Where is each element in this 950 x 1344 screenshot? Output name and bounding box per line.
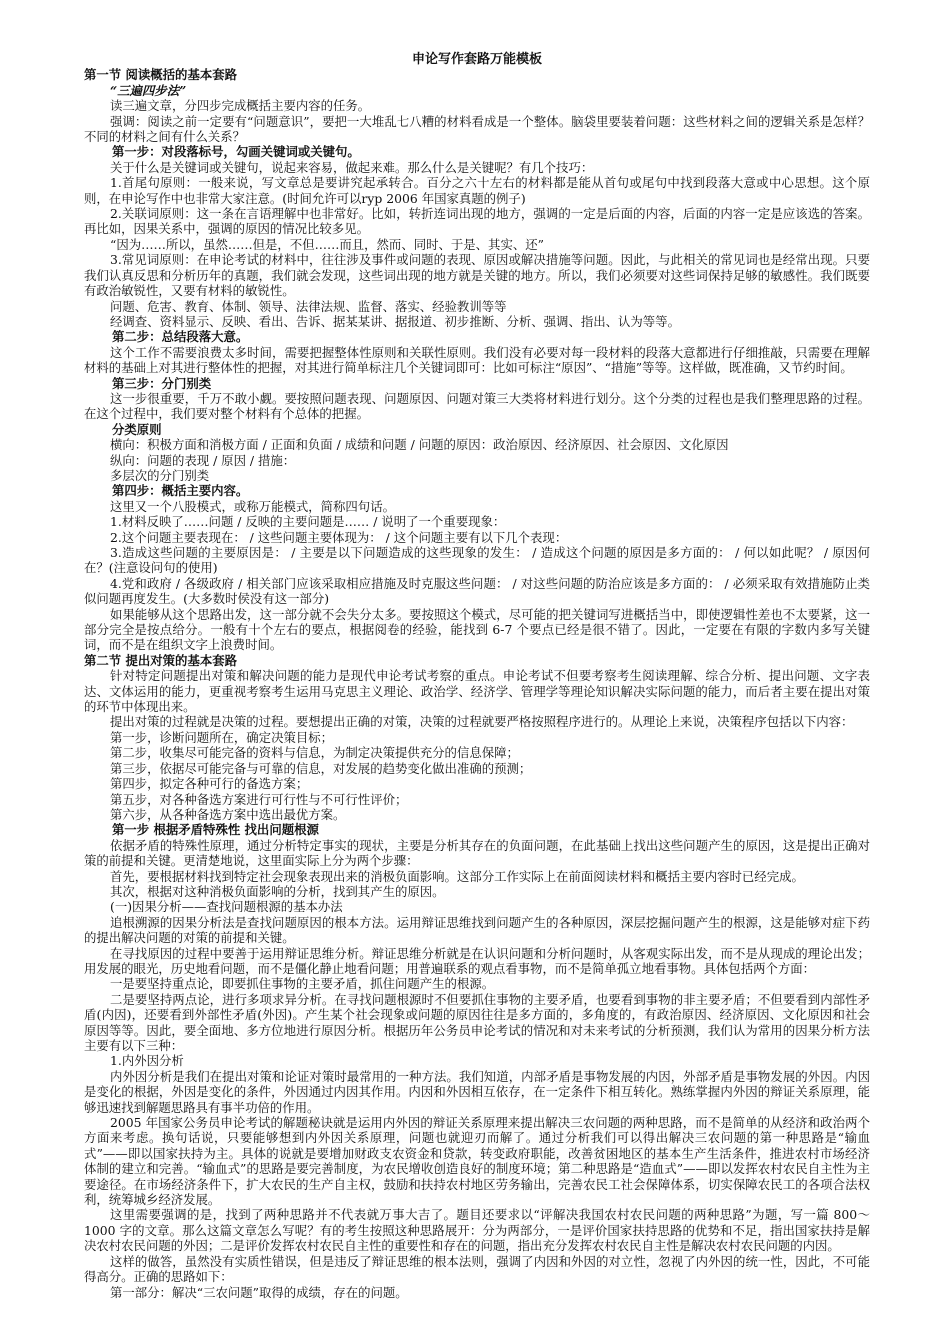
body-paragraph: 内外因分析是我们在提出对策和论证对策时最常用的一种方法。我们知道，内部矛盾是事物发展的内因，外部矛盾是事物发展的外因。内因是变化的根据，外因是变化的条件，外因通过内因其作用。内因和外因相互依存，在一定条件下相互转化。熟练掌握内外因的辩证关系原理，能够迅速找到解题思路具有事半功倍的作用。 [84,1068,870,1115]
body-paragraph: 其次，根据对这种消极负面影响的分析，找到其产生的原因。 [110,883,445,899]
step-heading: 第四步：概括主要内容。 [112,483,249,499]
document-body [84,67,870,1300]
body-paragraph: 第三步，依据尽可能完备与可靠的信息，对发展的趋势变化做出准确的预测； [110,760,532,776]
body-paragraph: 这一步很重要，千万不敢小觑。要按照问题表现、问题原因、问题对策三大类将材料进行划分。这个分类的过程也是我们整理思路的过程。在这个过程中，我们要对整个材料有个总体的把握。 [84,390,870,422]
body-paragraph: 2.关联词原则：这一条在言语理解中也非常好。比如，转折连词出现的地方，强调的一定是后面的内容，后面的内容一定是应该选的答案。再比如，因果关系中，强调的原因的情况比较多见。 [84,206,870,237]
body-paragraph: 提出对策的过程就是决策的过程。要想提出正确的对策，决策的过程就要严格按照程序进行的。从理论上来说，决策程序包括以下内容： [110,714,854,730]
body-paragraph: 1.内外因分析 [110,1053,184,1069]
body-paragraph: 横向：积极方面和消极方面 / 正面和负面 / 成绩和问题 / 问题的原因：政治原因、经济原因、社会原因、文化原因 [110,437,729,453]
step-heading: 第三步：分门别类 [112,375,212,391]
body-paragraph: 针对特定问题提出对策和解决问题的能力是现代申论考试考察的重点。申论考试不但要考察考生阅读理解、综合分析、提出问题、文字表达、文体运用的能力，更重视考察考生运用马克思主义理论、政治学、经济学、管理学等理论知识解决实际问题的能力，而后者主要在提出对策的环节中体现出来。 [84,668,870,715]
body-paragraph: 第一步，诊断问题所在，确定决策目标； [110,729,334,745]
body-paragraph: 首先，要根据材料找到特定社会现象表现出来的消极负面影响。这部分工作实际上在前面阅读材料和概括主要内容时已经完成。 [110,868,804,884]
body-paragraph: 第二步，收集尽可能完备的资料与信息，为制定决策提供充分的信息保障； [110,745,519,761]
document-title: 申论写作套路万能模板 [411,52,542,67]
body-paragraph: 强调：阅读之前一定要有“问题意识”，要把一大堆乱七八糟的材料看成是一个整体。脑袋里要装着问题：这些材料之间的逻辑关系是怎样？不同的材料之间有什么关系？ [84,113,870,145]
step-heading: 第二步：总结段落大意。 [112,329,249,345]
body-paragraph: 纵向：问题的表现 / 原因 / 措施： [110,452,296,468]
step-heading: 第一步 根据矛盾特殊性 找出问题根源 [112,822,319,838]
body-paragraph: (一)因果分析——查找问题根源的基本办法 [110,899,343,915]
body-paragraph: 在寻找原因的过程中要善于运用辩证思维分析。辩证思维分析就是在认识问题和分析问题时，从客观实际出发，而不是从现成的理论出发；用发展的眼光，历史地看问题，而不是僵化静止地看问题；用普遍联系的观点看事物，而不是简单孤立地看事物。具体包括两个方面： [84,945,870,976]
subtitle-heading: “三遍四步法” [110,82,187,98]
body-paragraph: 1.首尾句原则：一般来说，写文章总是要讲究起承转合。百分之六十左右的材料都是能从首句或尾句中找到段落大意或中心思想。这个原则，在申论写作中也非常大家注意。(时间允许可以ryp 2006 年国家真题的例子) [84,175,870,206]
body-paragraph: 这个工作不需要浪费太多时间，需要把握整体性原则和关联性原则。我们没有必要对每一段材料的段落大意都进行仔细推敲，只需要在理解材料的基础上对其进行整体性的把握，对其进行简单标注几个关键词即可：比如可标注“原因”、“措施”等等。这样做，既准确，又节约时间。 [84,344,870,376]
body-paragraph: 第六步，从各种备选方案中选出最优方案。 [110,806,346,822]
section-heading: 第一节 阅读概括的基本套路 [84,67,238,83]
body-paragraph: 3.常见词原则：在申论考试的材料中，往往涉及事件或问题的表现、原因或解决措施等问题。因此，与此相关的常见词也是经常出现。只要我们认真反思和分析历年的真题，我们就会发现，这些词出现的地方就是关键的地方。所以，我们必须要对这些词保持足够的敏感性。我们既要有政治敏锐性，又要有材料的敏锐性。 [84,252,870,299]
body-paragraph: 追根溯源的因果分析法是查找问题原因的根本方法。运用辩证思维找到问题产生的各种原因，深层挖掘问题产生的根源，这是能够对症下药的提出解决问题的对策的前提和关键。 [84,914,870,946]
body-paragraph: 第一部分：解决“三农问题”取得的成绩，存在的问题。 [110,1284,408,1300]
body-paragraph: 这样的做答，虽然没有实质性错误，但是违反了辩证思维的根本法则，强调了内因和外因的对立性，忽视了内外因的统一性，因此，不可能得高分。正确的思路如下： [84,1253,870,1285]
body-paragraph: 二是要坚持两点论，进行多项求异分析。在寻找问题根源时不但要抓住事物的主要矛盾，也要看到事物的非主要矛盾；不但要看到内部性矛盾(内因)，还要看到外部性矛盾(外因)。产生某个社会现象或问题的原因往往是多方面的，多角度的，有政治原因、经济原因、文化原因和社会原因等等。因此，要全面地、多方位地进行原因分析。根据历年公务员申论考试的情况和对未来考试的分析预测，我们认为常用的因果分析方法主要有以下三种： [84,991,870,1053]
body-paragraph: 这里需要强调的是，找到了两种思路并不代表就万事大吉了。题目还要求以“评解决我国农村农民问题的两种思路”为题，写一篇 800～1000 字的文章。那么这篇文章怎么写呢？有的考生按照这种思路展开：分为两部分，一是评价国家扶持思路的优势和不足，指出国家扶持是解决农村农民问题的外因；二是评价发挥农村农民自主性的重要性和存在的问题，指出充分发挥农村农民自主性是解决农村农民问题的内因。 [84,1207,870,1254]
body-paragraph: 读三遍文章，分四步完成概括主要内容的任务。 [110,98,371,114]
body-paragraph: 第五步，对各种备选方案进行可行性与不可行性评价； [110,791,408,807]
body-paragraph: 4.党和政府 / 各级政府 / 相关部门应该采取相应措施及时克服这些问题： / 对这些问题的防治应该是多方面的： / 必须采取有效措施防止类似问题再度发生。(大多数时侯没有这一部分) [84,575,870,607]
body-paragraph: 多层次的分门别类 [110,467,210,483]
body-paragraph: 3.造成这些问题的主要原因是： / 主要是以下问题造成的这些现象的发生： / 造成这个问题的原因是多方面的： / 何以如此呢？ / 原因何在？(注意设问句的使用) [84,545,870,576]
body-paragraph: 依据矛盾的特殊性原理，通过分析特定事实的现状，主要是分析其存在的负面问题，在此基础上找出这些问题产生的原因，这是提出正确对策的前提和关键。更清楚地说，这里面实际上分为两个步骤： [84,837,870,869]
section-heading: 第二节 提出对策的基本套路 [84,652,238,668]
body-paragraph: 一是要坚持重点论，即要抓住事物的主要矛盾，抓住问题产生的根源。 [110,976,495,992]
body-paragraph: 第四步，拟定各种可行的备选方案； [110,776,309,792]
body-paragraph: 2.这个问题主要表现在： / 这些问题主要体现为： / 这个问题主要有以下几个表现： [110,529,568,545]
body-paragraph: 1.材料反映了……问题 / 反映的主要问题是…… / 说明了一个重要现象： [110,514,506,530]
body-paragraph: 问题、危害、教育、体制、领导、法律法规、监督、落实、经验教训等等 [110,298,507,314]
body-paragraph: 如果能够从这个思路出发，这一部分就不会失分太多。要按照这个模式，尽可能的把关键词写进概括当中，即使逻辑性差也不太要紧，这一部分完全是按点给分。一般有十个左右的要点，根据阅卷的经验，能找到 6-7 个要点已经是很不错了。因此，一定要在有限的字数内多写关键词，而不是在组织文字上浪费时间。 [84,606,870,653]
body-paragraph: 经调查、资料显示、反映、看出、告诉、据某某讲、据报道、初步推断、分析、强调、指出、认为等等。 [110,313,680,329]
step-heading: 第一步：对段落标号，勾画关键词或关键句。 [112,144,360,160]
step-heading: 分类原则 [112,421,162,437]
body-paragraph: 关于什么是关键词或关键句，说起来容易，做起来难。那么什么是关键呢？有几个技巧： [110,159,594,175]
body-paragraph: 2005 年国家公务员申论考试的解题秘诀就是运用内外因的辩证关系原理来提出解决三农问题的两种思路，而不是简单的从经济和政治两个方面来考虑。换句话说，只要能够想到内外因关系原理，问题也就迎刃而解了。通过分析我们可以得出解决三农问题的第一种思路是“输血式”——即以国家扶持为主。具体的说就是要增加财政支农资金和贷款，转变政府职能，改善贫困地区的基本生产生活条件，推进农村市场经济体制的建立和完善。“输血式”的思路是要完善制度，为农民增收创造良好的制度环境；第二种思路是“造血式”——即以发挥农村农民自主性为主要途径。在市场经济条件下，扩大农民的生产自主权，鼓励和扶持农村地区劳务输出，完善农民工社会保障体系，切实保障农民工的各项合法权利，统筹城乡经济发展。 [84,1115,870,1208]
body-paragraph: “因为……所以，虽然……但是，不但……而且，然而、同时、于是、其实、还” [110,236,544,252]
body-paragraph: 这里又一个八股模式，或称万能模式，简称四句话。 [110,498,395,514]
